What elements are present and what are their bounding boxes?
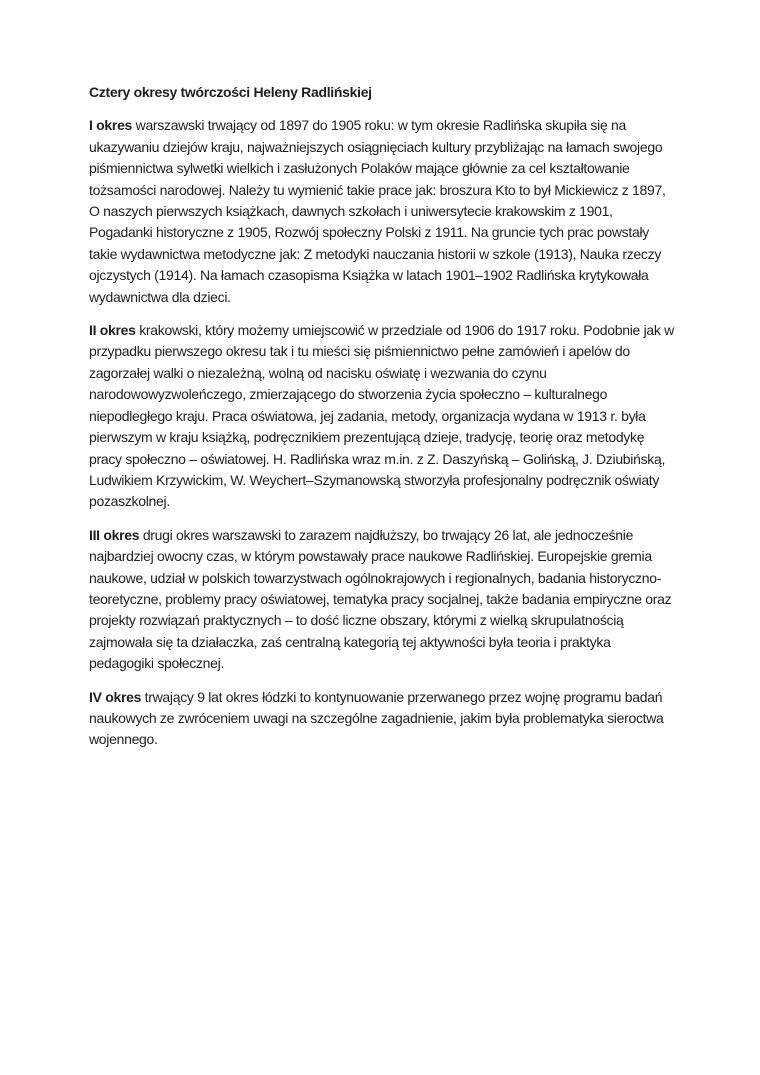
paragraph-4-body: trwający 9 lat okres łódzki to kontynuowanie przerwanego przez wojnę programu badań naukowych ze zwróceniem uwagi na szczególne zagadnienie, jakim była problematyka sieroctwa wojennego.	[89, 688, 664, 748]
paragraph-1-lead: I okres	[89, 117, 133, 134]
paragraph-4-lead: IV okres	[89, 688, 142, 705]
paragraph-1-body: warszawski trwający od 1897 do 1905 roku: w tym okresie Radlińska skupiła się na ukazywaniu dziejów kraju, najważniejszych osiągnięciach kultury przybliżając na łamach swojego piśmiennictwa sylwetki wielkich i zasłużonych Polaków mające głównie za cel kształtowanie tożsamości narodowej. Należy tu wymienić takie prace jak: broszura Kto to był Mickiewicz z 1897, O naszych pierwszych książkach, dawnych szkołach i uniwersytecie krakowskim z 1901, Pogadanki historyczne z 1905, Rozwój społeczny Polski z 1911. Na gruncie tych prac powstały takie wydawnictwa metodyczne jak: Z metodyki nauczania historii w szkole (1913), Nauka rzeczy ojczystych (1914). Na łamach czasopisma Książka w latach 1901–1902 Radlińska krytykowała wydawnictwa dla dzieci.	[89, 117, 666, 305]
paragraph-period-3	[89, 525, 675, 675]
paragraph-2-body: krakowski, który możemy umiejscowić w przedziale od 1906 do 1917 roku. Podobnie jak w przypadku pierwszego okresu tak i tu mieści się piśmiennictwo pełne zamówień i apelów do zagorzałej walki o niezależną, wolną od nacisku oświatę i wezwania do czynu narodowowyzwoleńczego, zmierzającego do stworzenia życia społeczno – kulturalnego niepodległego kraju. Praca oświatowa, jej zadania, metody, organizacja wydana w 1913 r. była pierwszym w kraju książką, podręcznikiem prezentującą dzieje, tradycję, teorię oraz metodykę pracy społeczno – oświatowej. H. Radlińska wraz m.in. z Z. Daszyńską – Golińską, J. Dziubińską, Ludwikiem Krzywickim, W. Weychert–Szymanowską stworzyła profesjonalny podręcznik oświaty pozaszkolnej.	[89, 322, 674, 510]
paragraph-period-1	[89, 115, 675, 308]
paragraph-period-4	[89, 687, 675, 751]
paragraph-3-lead: III okres	[89, 526, 140, 543]
document-title: Cztery okresy twórczości Heleny Radlińskiej	[89, 84, 372, 100]
paragraph-2-lead: II okres	[89, 322, 136, 339]
paragraph-period-2	[89, 320, 675, 513]
paragraph-3-body: drugi okres warszawski to zarazem najdłuższy, bo trwający 26 lat, ale jednocześnie najbardziej owocny czas, w którym powstawały prace naukowe Radlińskiej. Europejskie gremia naukowe, udział w polskich towarzystwach ogólnokrajowych i regionalnych, badania historyczno-teoretyczne, problemy pracy oświatowej, tematyka pracy socjalnej, także badania empiryczne oraz projekty rozwiązań praktycznych – to dość liczne obszary, którymi z wielką skrupulatnością zajmowała się ta działaczka, zaś centralną kategorią tej aktywności była teoria i praktyka pedagogiki społecznej.	[89, 526, 672, 672]
